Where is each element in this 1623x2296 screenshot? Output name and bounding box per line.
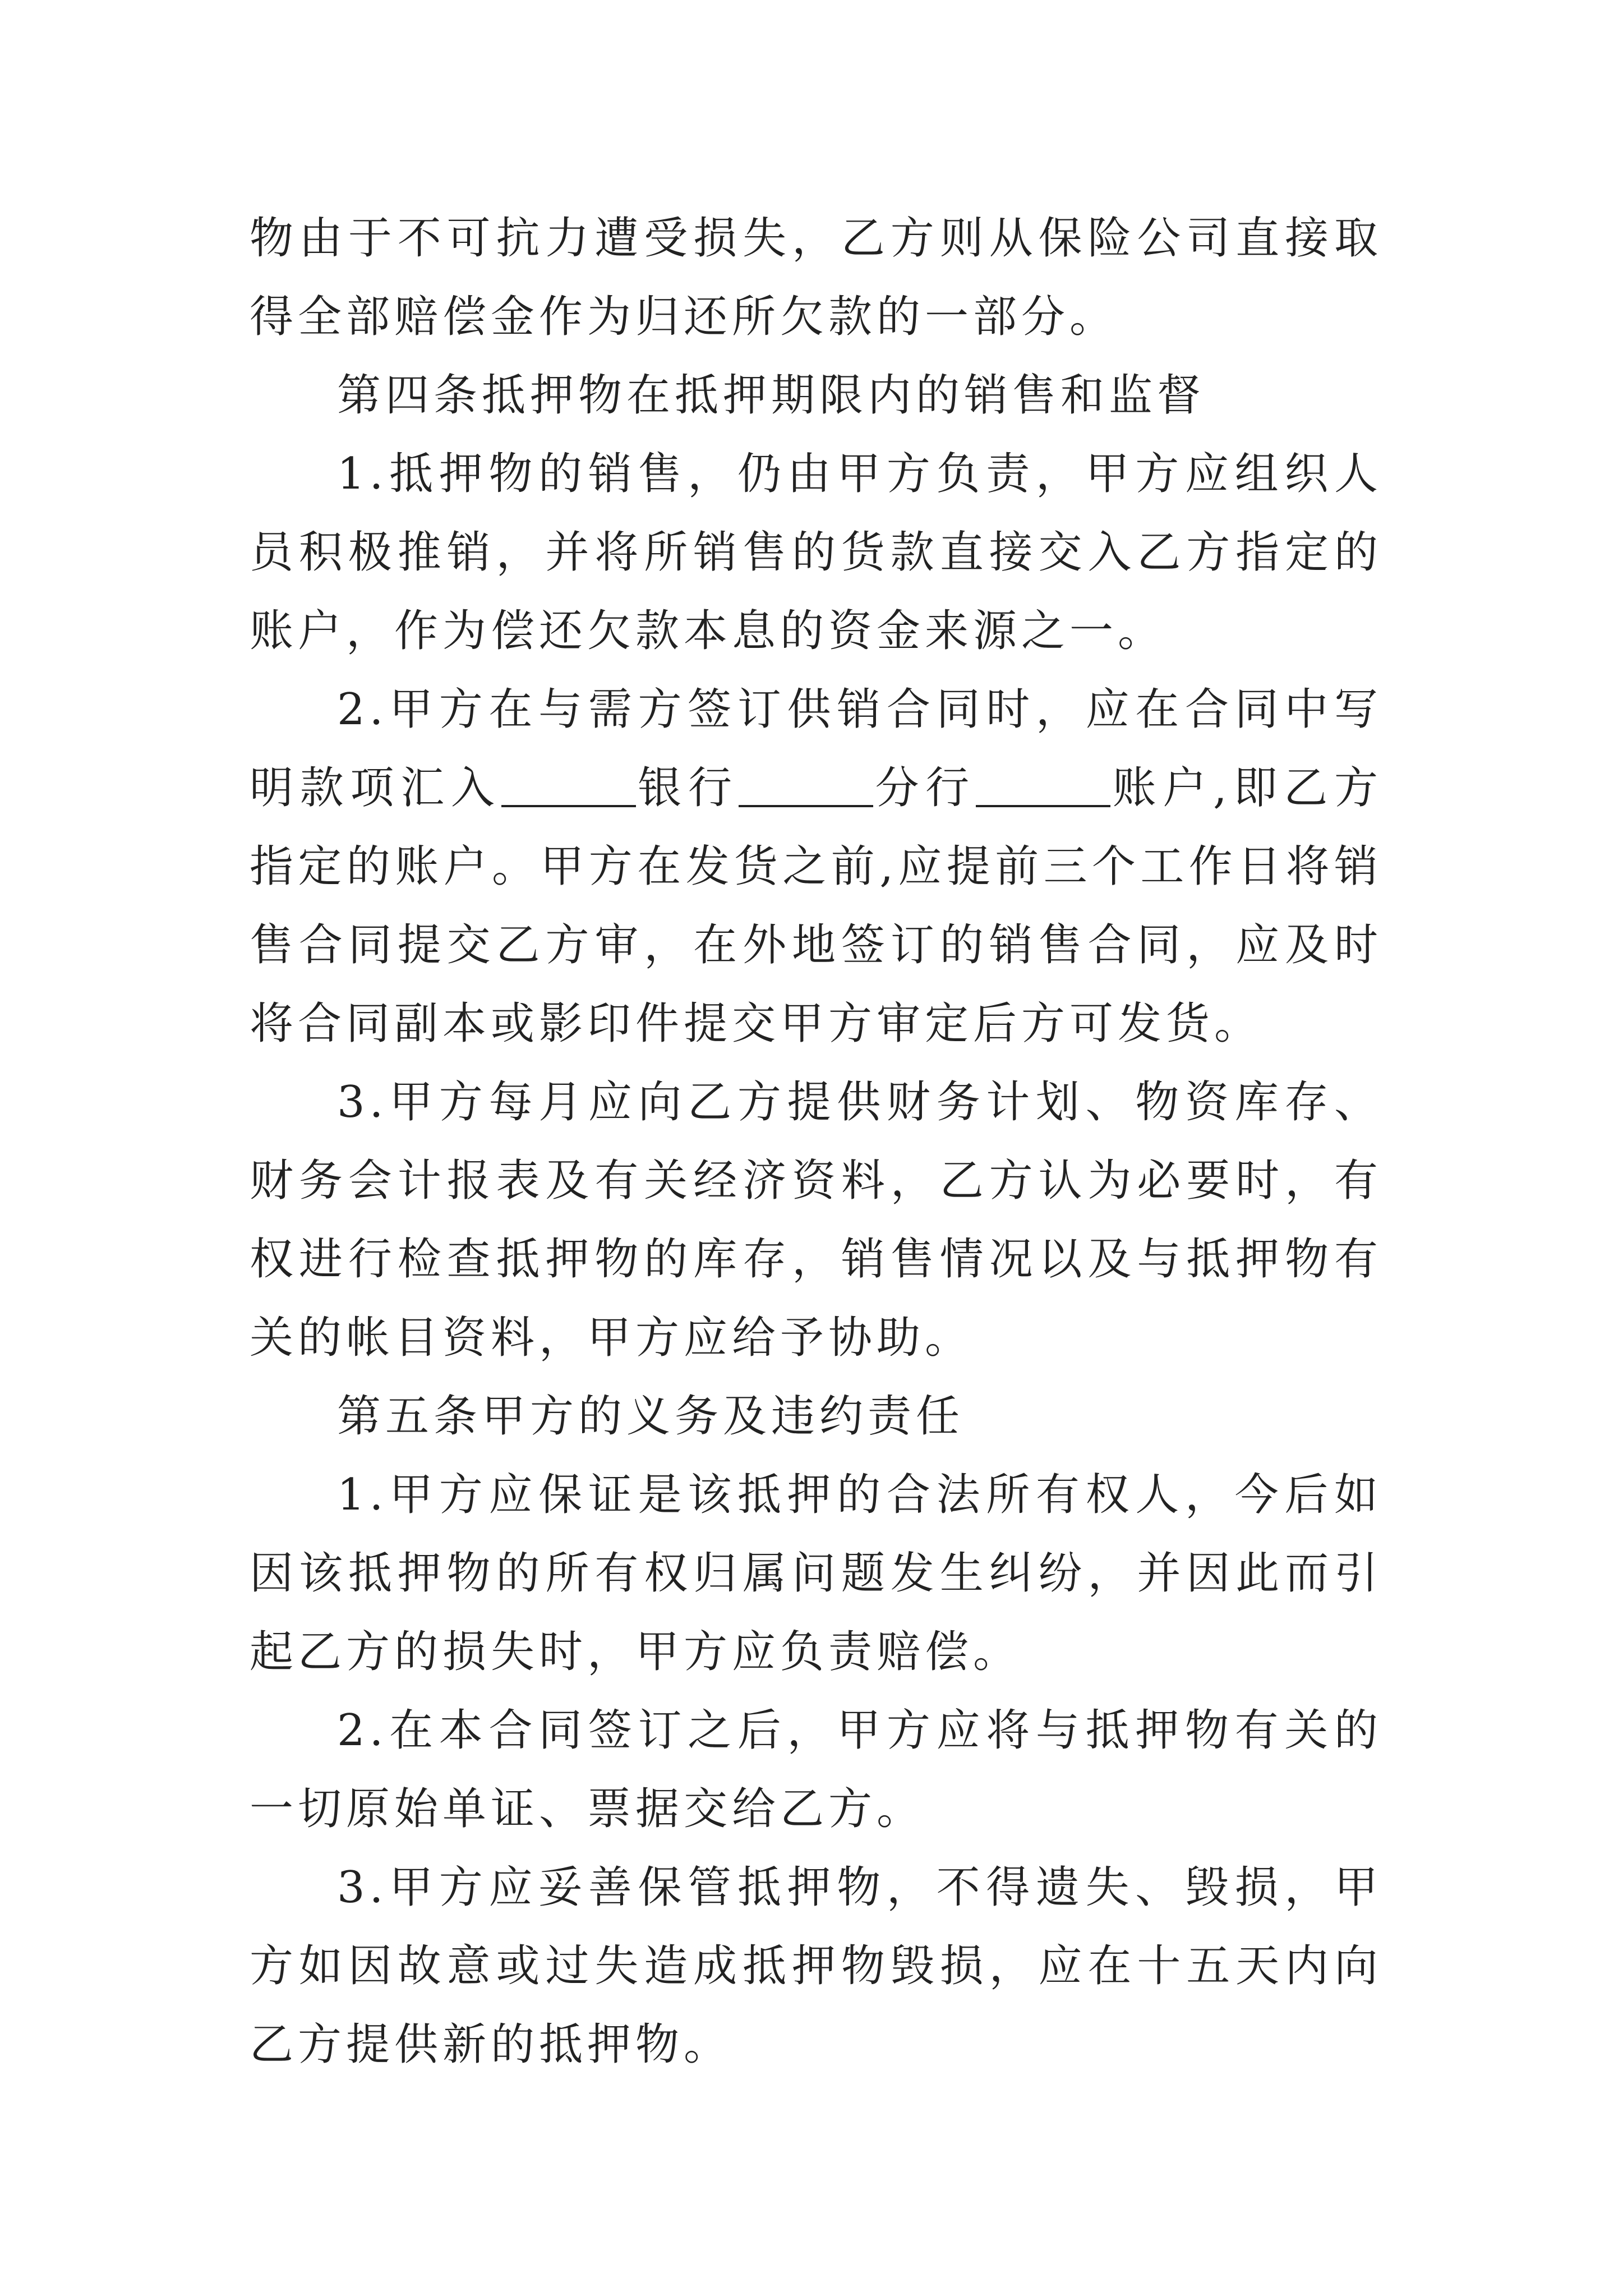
branch-name-blank	[739, 761, 873, 807]
bank-label: 银行	[635, 763, 739, 813]
account-label: 账户,即乙方指定的账户。	[250, 763, 1382, 892]
article-4-item-3: 3.甲方每月应向乙方提供财务计划、物资库存、财务会计报表及有关经济资料，乙方认为必要时，有权进行检查抵押物的库存，销售情况以及与抵押物有关的帐目资料，甲方应给予协助。	[250, 1077, 1382, 1363]
article-4-item-2	[250, 670, 1382, 1063]
article-4-heading: 第四条抵押物在抵押期限内的销售和监督	[337, 370, 1206, 421]
article-4-item-2-tail: 甲方在发货之前,应提前三个工作日将销售合同提交乙方审，在外地签订的销售合同，应及时将合同副本或影印件提交甲方审定后方可发货。	[250, 841, 1382, 1049]
article-5-item-2: 2.在本合同签订之后，甲方应将与抵押物有关的一切原始单证、票据交给乙方。	[250, 1705, 1382, 1834]
bank-name-blank	[501, 761, 636, 807]
branch-label: 分行	[873, 763, 976, 813]
article-4-item-2-lead: 2.甲方在与需方签订供销合同时，应在合同中写明款项汇入	[250, 684, 1382, 813]
account-number-blank	[976, 761, 1110, 807]
article-5-item-1: 1.甲方应保证是该抵押的合法所有权人，今后如因该抵押物的所有权归属问题发生纠纷，并因此而引起乙方的损失时，甲方应负责赔偿。	[250, 1470, 1382, 1677]
article-5-heading: 第五条甲方的义务及违约责任	[337, 1391, 965, 1442]
article-5-item-3: 3.甲方应妥善保管抵押物，不得遗失、毁损，甲方如因故意或过失造成抵押物毁损，应在十五天内向乙方提供新的抵押物。	[250, 1862, 1382, 2070]
paragraph-continuation: 物由于不可抗力遭受损失，乙方则从保险公司直接取得全部赔偿金作为归还所欠款的一部分。	[250, 213, 1382, 342]
document-body	[250, 199, 1382, 2084]
article-4-item-1: 1.抵押物的销售，仍由甲方负责，甲方应组织人员积极推销，并将所销售的货款直接交入乙方指定的账户，作为偿还欠款本息的资金来源之一。	[250, 449, 1382, 656]
